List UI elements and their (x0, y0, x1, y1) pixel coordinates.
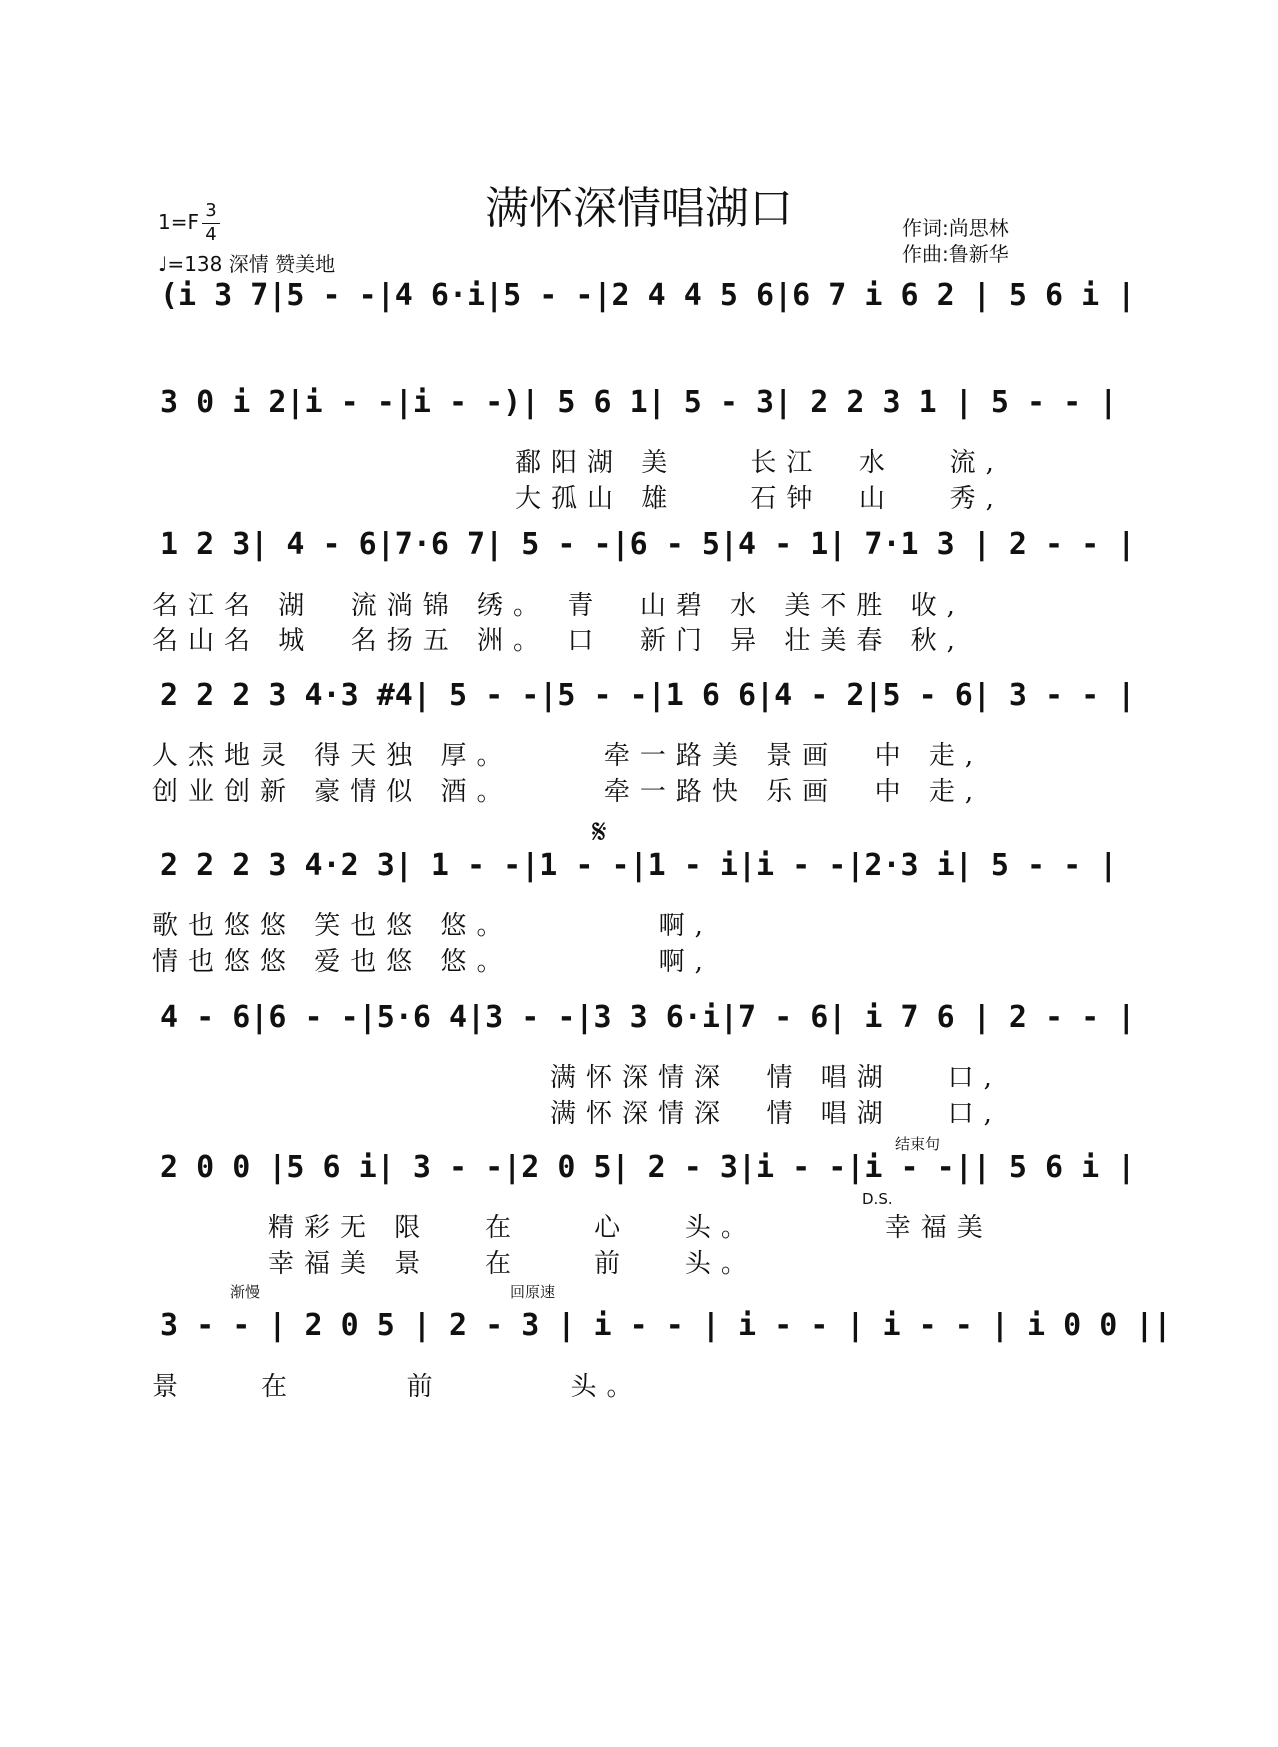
score-line-4 (160, 678, 1170, 718)
score-line-6 (160, 1000, 1170, 1040)
lyrics-verse-2: 幸福美 景 在 前 头。 (268, 1249, 757, 1279)
tempo-marking: ♩=138 深情 赞美地 (158, 252, 336, 276)
notation: 3 - - | 2 0 5 | 2 - 3 | i - - | i - - | i - - | i 0 0 || (160, 1308, 1172, 1343)
coda-marking: 结束句 (895, 1135, 941, 1153)
lyrics-verse-1: 景 在 前 头。 (152, 1372, 643, 1402)
notation: 2 0 0 |5 6 i| 3 - -|2 0 5| 2 - 3|i - -|i - -|| 5 6 i | (160, 1150, 1136, 1185)
time-signature-top: 3 (205, 200, 217, 221)
notation: (i 3 7|5 - -|4 6·i|5 - -|2 4 4 5 6|6 7 i 6 2 | 5 6 i | (160, 278, 1136, 313)
score-line-5 (160, 848, 1170, 888)
lyrics-verse-2: 满怀深情深 情 唱湖 口, (550, 1099, 1002, 1129)
score-line-3 (160, 527, 1170, 567)
lyrics-verse-2: 情也悠悠 爱也悠 悠。 啊, (152, 947, 713, 977)
time-signature-bottom: 4 (205, 224, 217, 245)
notation: 1 2 3| 4 - 6|7·6 7| 5 - -|6 - 5|4 - 1| 7·1 3 | 2 - - | (160, 527, 1136, 562)
lyrics-verse-1: 人杰地灵 得天独 厚。 牵一路美 景画 中 走, (152, 741, 984, 771)
a-tempo-marking: 回原速 (510, 1283, 556, 1301)
ds-marking: D.S. (862, 1190, 893, 1208)
score-line-8 (160, 1308, 1170, 1348)
song-title: 满怀深情唱湖口 (485, 183, 793, 234)
lyrics-verse-1: 满怀深情深 情 唱湖 口, (550, 1063, 1002, 1093)
score-line-7 (160, 1150, 1170, 1190)
lyrics-verse-1: 名江名 湖 流淌锦 绣。 青 山碧 水 美不胜 收, (152, 591, 965, 621)
segno-sign: 𝄋 (592, 812, 607, 852)
score-line-1 (160, 278, 1170, 318)
lyrics-verse-1: 精彩无 限 在 心 头。 幸福美 (268, 1213, 993, 1243)
ritardando-marking: 渐慢 (230, 1283, 261, 1301)
key-signature: 1=F (158, 210, 199, 234)
lyricist: 作词:尚思林 (902, 216, 1009, 240)
lyrics-verse-2: 名山名 城 名扬五 洲。 口 新门 异 壮美春 秋, (152, 626, 965, 656)
composer: 作曲:鲁新华 (902, 242, 1009, 266)
score-line-2 (160, 385, 1170, 425)
lyrics-verse-1: 歌也悠悠 笑也悠 悠。 啊, (152, 911, 713, 941)
notation: 4 - 6|6 - -|5·6 4|3 - -|3 3 6·i|7 - 6| i 7 6 | 2 - - | (160, 1000, 1136, 1035)
lyrics-verse-2: 创业创新 豪情似 酒。 牵一路快 乐画 中 走, (152, 777, 984, 807)
notation: 2 2 2 3 4·3 #4| 5 - -|5 - -|1 6 6|4 - 2|5 - 6| 3 - - | (160, 678, 1136, 713)
lyrics-verse-2: 大孤山 雄 石钟 山 秀, (515, 484, 1004, 514)
lyrics-verse-1: 鄱阳湖 美 长江 水 流, (515, 448, 1004, 478)
notation: 2 2 2 3 4·2 3| 1 - -|1 - -|1 - i|i - -|2·3 i| 5 - - | (160, 848, 1118, 883)
notation: 3 0 i 2|i - -|i - -)| 5 6 1| 5 - 3| 2 2 3 1 | 5 - - | (160, 385, 1118, 420)
